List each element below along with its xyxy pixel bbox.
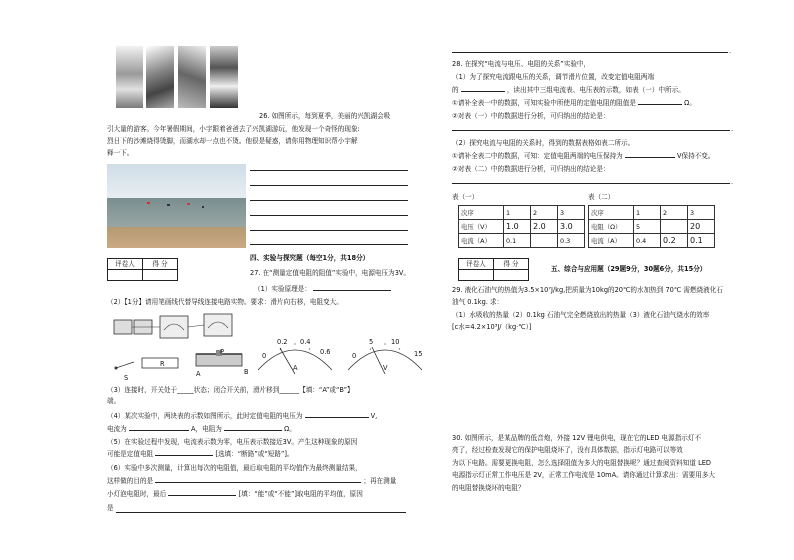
q27-6-purpose-blank[interactable] xyxy=(155,482,361,483)
bottle-photo-2 xyxy=(146,46,174,108)
table-row xyxy=(589,220,715,234)
q27-4-resistance-blank[interactable] xyxy=(224,430,282,431)
q27-1-blank[interactable] xyxy=(313,290,391,291)
circuit-apparatus-diagram xyxy=(112,310,252,380)
q28-1-text-b: 的 xyxy=(452,86,459,94)
bottle-photo-3 xyxy=(178,46,206,108)
score-label-grader: 评卷人 xyxy=(108,259,143,270)
voltmeter-tick-5: 5 xyxy=(369,338,374,346)
q28-2-text-b-end: V保持不变。 xyxy=(676,152,715,160)
voltmeter-tick-0: 0 xyxy=(352,352,357,360)
lake-beach-photo xyxy=(107,164,246,248)
score-label-score: 得 分 xyxy=(143,259,178,270)
q26-line-4: 释一下。 xyxy=(107,149,134,157)
q30-line-4: 电源指示灯正常工作电压是 2V，正常工作电流是 10mA。请你通过计算求出：需要用多大 xyxy=(452,471,716,479)
table2-title: 表（二） xyxy=(588,193,615,201)
table2-blank-cell[interactable] xyxy=(661,220,688,234)
table1-cell: 2 xyxy=(531,206,558,220)
q28-1-text-a: （1）为了探究电流跟电压的关系，调节滑片位置，改变定值电阻两端 xyxy=(452,73,655,81)
table2-cell: 电流（A） xyxy=(589,234,634,248)
circuit-label-R: R xyxy=(160,360,165,368)
table2-cell: 2 xyxy=(661,206,688,220)
table1-cell: 3 xyxy=(558,206,585,220)
q27-4-text-a: （4）某次实验中，两块表的示数如图所示，此时定值电阻的电压为 xyxy=(107,412,303,420)
q27-6-text-a: （6）实验中多次测量，计算出每次的电阻值，最后取电阻的平均值作为最终测量结果， xyxy=(107,464,362,472)
q30-line-2: 亮了，经过检查发现它的保护电阻烧坏了，没有具体数据，指示灯电路可以等效 xyxy=(452,446,683,454)
q27-4-voltage-unit: V, xyxy=(370,412,378,420)
q27-3-text-b: 端。 xyxy=(107,397,121,405)
q28-2-text-b: ①请补全表二中的数据，可知：定值电阻两端的电压保持为 xyxy=(452,152,623,160)
q29-line-d: [c水=4.2×10³J/（kg·℃）] xyxy=(452,323,532,331)
table1-title: 表（一） xyxy=(452,193,479,201)
q28-1-blank[interactable] xyxy=(461,91,505,92)
table-one xyxy=(458,205,585,248)
table1-cell: 2.0 xyxy=(531,220,558,234)
q28-2-text-a: （2）探究电流与电阻的关系时，得到的数据表格如表二所示。 xyxy=(452,139,635,147)
table2-cell: 次序 xyxy=(589,206,634,220)
q27-1-text: （1）实验原理是： xyxy=(254,285,311,293)
q27-6-text-c-end: [填：“能”或“不能”]取电阻的平均值，原因 xyxy=(238,490,363,498)
q30-line-1: 30. 如图所示，是某品牌的低音炮，外接 12V 锂电供电，现在它的LED 电源指示灯不 xyxy=(452,434,702,442)
table2-cell: 0.1 xyxy=(688,234,715,248)
q29-line-b: 油气 0.1kg. 求： xyxy=(452,298,504,306)
q30-line-3: 为以下电路。需要更换电阻，怎么选择阻值为多大的电阻替换呢？通过查阅资料知道 LED xyxy=(452,459,711,467)
q27-4-current-blank[interactable] xyxy=(129,430,189,431)
circuit-label-S: S xyxy=(124,374,129,382)
table1-cell: 0.1 xyxy=(504,234,531,248)
table2-cell: 5 xyxy=(634,220,661,234)
q29-line-c: （1）水吸收的热量（2）0.1kg 石油气完全燃烧放出的热量（3）液化石油气烧水的效率 xyxy=(452,311,710,319)
ammeter-tick-0.6: 0.6 xyxy=(320,348,331,356)
table1-blank-cell[interactable] xyxy=(531,234,558,248)
score-label-score: 得 分 xyxy=(494,259,529,270)
voltmeter-tick-10: 10 xyxy=(391,338,400,346)
circuit-label-A: A xyxy=(196,370,201,378)
q27-5-options: [选填：“断路”或“短路”]。 xyxy=(215,450,294,458)
table-row xyxy=(589,206,715,220)
bottle-photo-1 xyxy=(116,46,143,108)
table2-cell: 0.2 xyxy=(661,234,688,248)
section4-title: 四、实验与探究题（每空1分，共18分） xyxy=(250,254,370,262)
q27-5-text-a: （5）在实验过程中发现，电流表示数为零，电压表示数接近3V。产生这种现象的原因 xyxy=(107,438,358,446)
table1-cell: 0.3 xyxy=(558,234,585,248)
q27-6-text-d: 是 xyxy=(107,504,114,512)
table2-cell: 20 xyxy=(688,220,715,234)
section5-title: 五、综合与应用题（29题9分，30题6分，共15分） xyxy=(551,265,707,273)
bottle-photo-4 xyxy=(210,46,238,108)
q27-intro: 27. 在“测量定值电阻的阻值”实验中，电源电压为3V。 xyxy=(250,269,410,277)
table-row xyxy=(459,220,585,234)
q28-2-text-c: ②对表（二）中的数据进行分析，可归纳出的结论是： xyxy=(452,165,610,173)
q30-line-5: 的电阻替换烧坏的电阻？ xyxy=(452,484,525,492)
score-box-left xyxy=(107,258,178,281)
circuit-label-B: B xyxy=(244,368,249,376)
q27-2-text: （2）【1分】请用笔画线代替导线连接电路实物。要求：滑片向右移，电阻变大。 xyxy=(107,298,343,306)
q28-1-text-b-end: ，读出其中三组电流表、电压表的示数，如表（一）中所示。 xyxy=(506,86,685,94)
table2-cell: 0.4 xyxy=(634,234,661,248)
q26-line-2: 引大量的游客。今年暑假期间，小宇跟着爸爸去了兴凯湖游玩，他发现一个奇怪的现象: xyxy=(107,125,360,133)
table1-cell: 电流（A） xyxy=(459,234,504,248)
ammeter-tick-0.4: 0.4 xyxy=(300,338,311,346)
q27-5-blank[interactable] xyxy=(155,455,213,456)
q27-4-text-c: A，电阻为 xyxy=(191,425,222,433)
voltmeter-unit: V xyxy=(383,364,388,372)
q28-1-text-c: ①请补全表一中的数据，可知实验中所使用的定值电阻的阻值是 xyxy=(452,99,636,107)
table2-cell: 1 xyxy=(634,206,661,220)
q28-title: 28. 在探究“电流与电压、电阻的关系”实验中， xyxy=(452,60,591,68)
ammeter-unit: A xyxy=(293,364,298,372)
ammeter-tick-0.2: 0.2 xyxy=(277,338,288,346)
table-row xyxy=(459,206,585,220)
table1-cell: 电压（V） xyxy=(459,220,504,234)
circuit-label-P: P xyxy=(220,348,224,356)
table1-cell: 1 xyxy=(504,206,531,220)
q28-1-text-d: ②对表（一）中的数据进行分析，可归纳出的结论是： xyxy=(452,112,610,120)
q26-line-3: 烈日下的沙滩烧得烫脚，而湖水却一点也不烫。他很是疑惑，请你用物理知识帮小宇解 xyxy=(107,137,358,145)
table1-cell: 次序 xyxy=(459,206,504,220)
q27-3-text-a: （3）连接时，开关处于_____状态；闭合开关前，滑片移到______【填：“A”或“B”】 xyxy=(107,386,354,394)
q27-6-can-blank[interactable] xyxy=(168,495,236,496)
q28-1-unit: Ω。 xyxy=(684,99,696,107)
table2-cell: 电阻（Ω） xyxy=(589,220,634,234)
q27-4-text-b: 电流为 xyxy=(107,425,127,433)
table1-cell: 3.0 xyxy=(558,220,585,234)
q27-4-voltage-blank[interactable] xyxy=(305,417,369,418)
q27-4-resistance-unit: Ω。 xyxy=(284,425,296,433)
q29-line-a: 29. 液化石油气的热值为3.5×10⁷J/kg,把质量为10kg的20℃的水加热到 70℃ 需燃烧液化石 xyxy=(452,286,723,294)
q27-5-text-b: 可能是定值电阻 xyxy=(107,450,154,458)
q28-2-voltage-blank[interactable] xyxy=(625,157,675,158)
table1-cell: 1.0 xyxy=(504,220,531,234)
table-two xyxy=(588,205,715,248)
q27-6-text-c: 小灯泡电阻时，最后 xyxy=(107,490,167,498)
table-row xyxy=(459,234,585,248)
ammeter-tick-0: 0 xyxy=(262,352,267,360)
q26-line-1: 26. 如图所示，每到夏季，美丽的兴凯湖会吸 xyxy=(259,112,391,120)
score-label-grader: 评卷人 xyxy=(459,259,494,270)
q27-6-text-b-end: ；再在测量 xyxy=(363,477,397,485)
score-box-right xyxy=(458,258,529,281)
table2-cell: 3 xyxy=(688,206,715,220)
voltmeter-tick-15: 15 xyxy=(414,350,423,358)
q28-1-resistance-blank[interactable] xyxy=(638,104,682,105)
q27-6-text-b: 这样做的目的是 xyxy=(107,477,154,485)
table-row xyxy=(589,234,715,248)
